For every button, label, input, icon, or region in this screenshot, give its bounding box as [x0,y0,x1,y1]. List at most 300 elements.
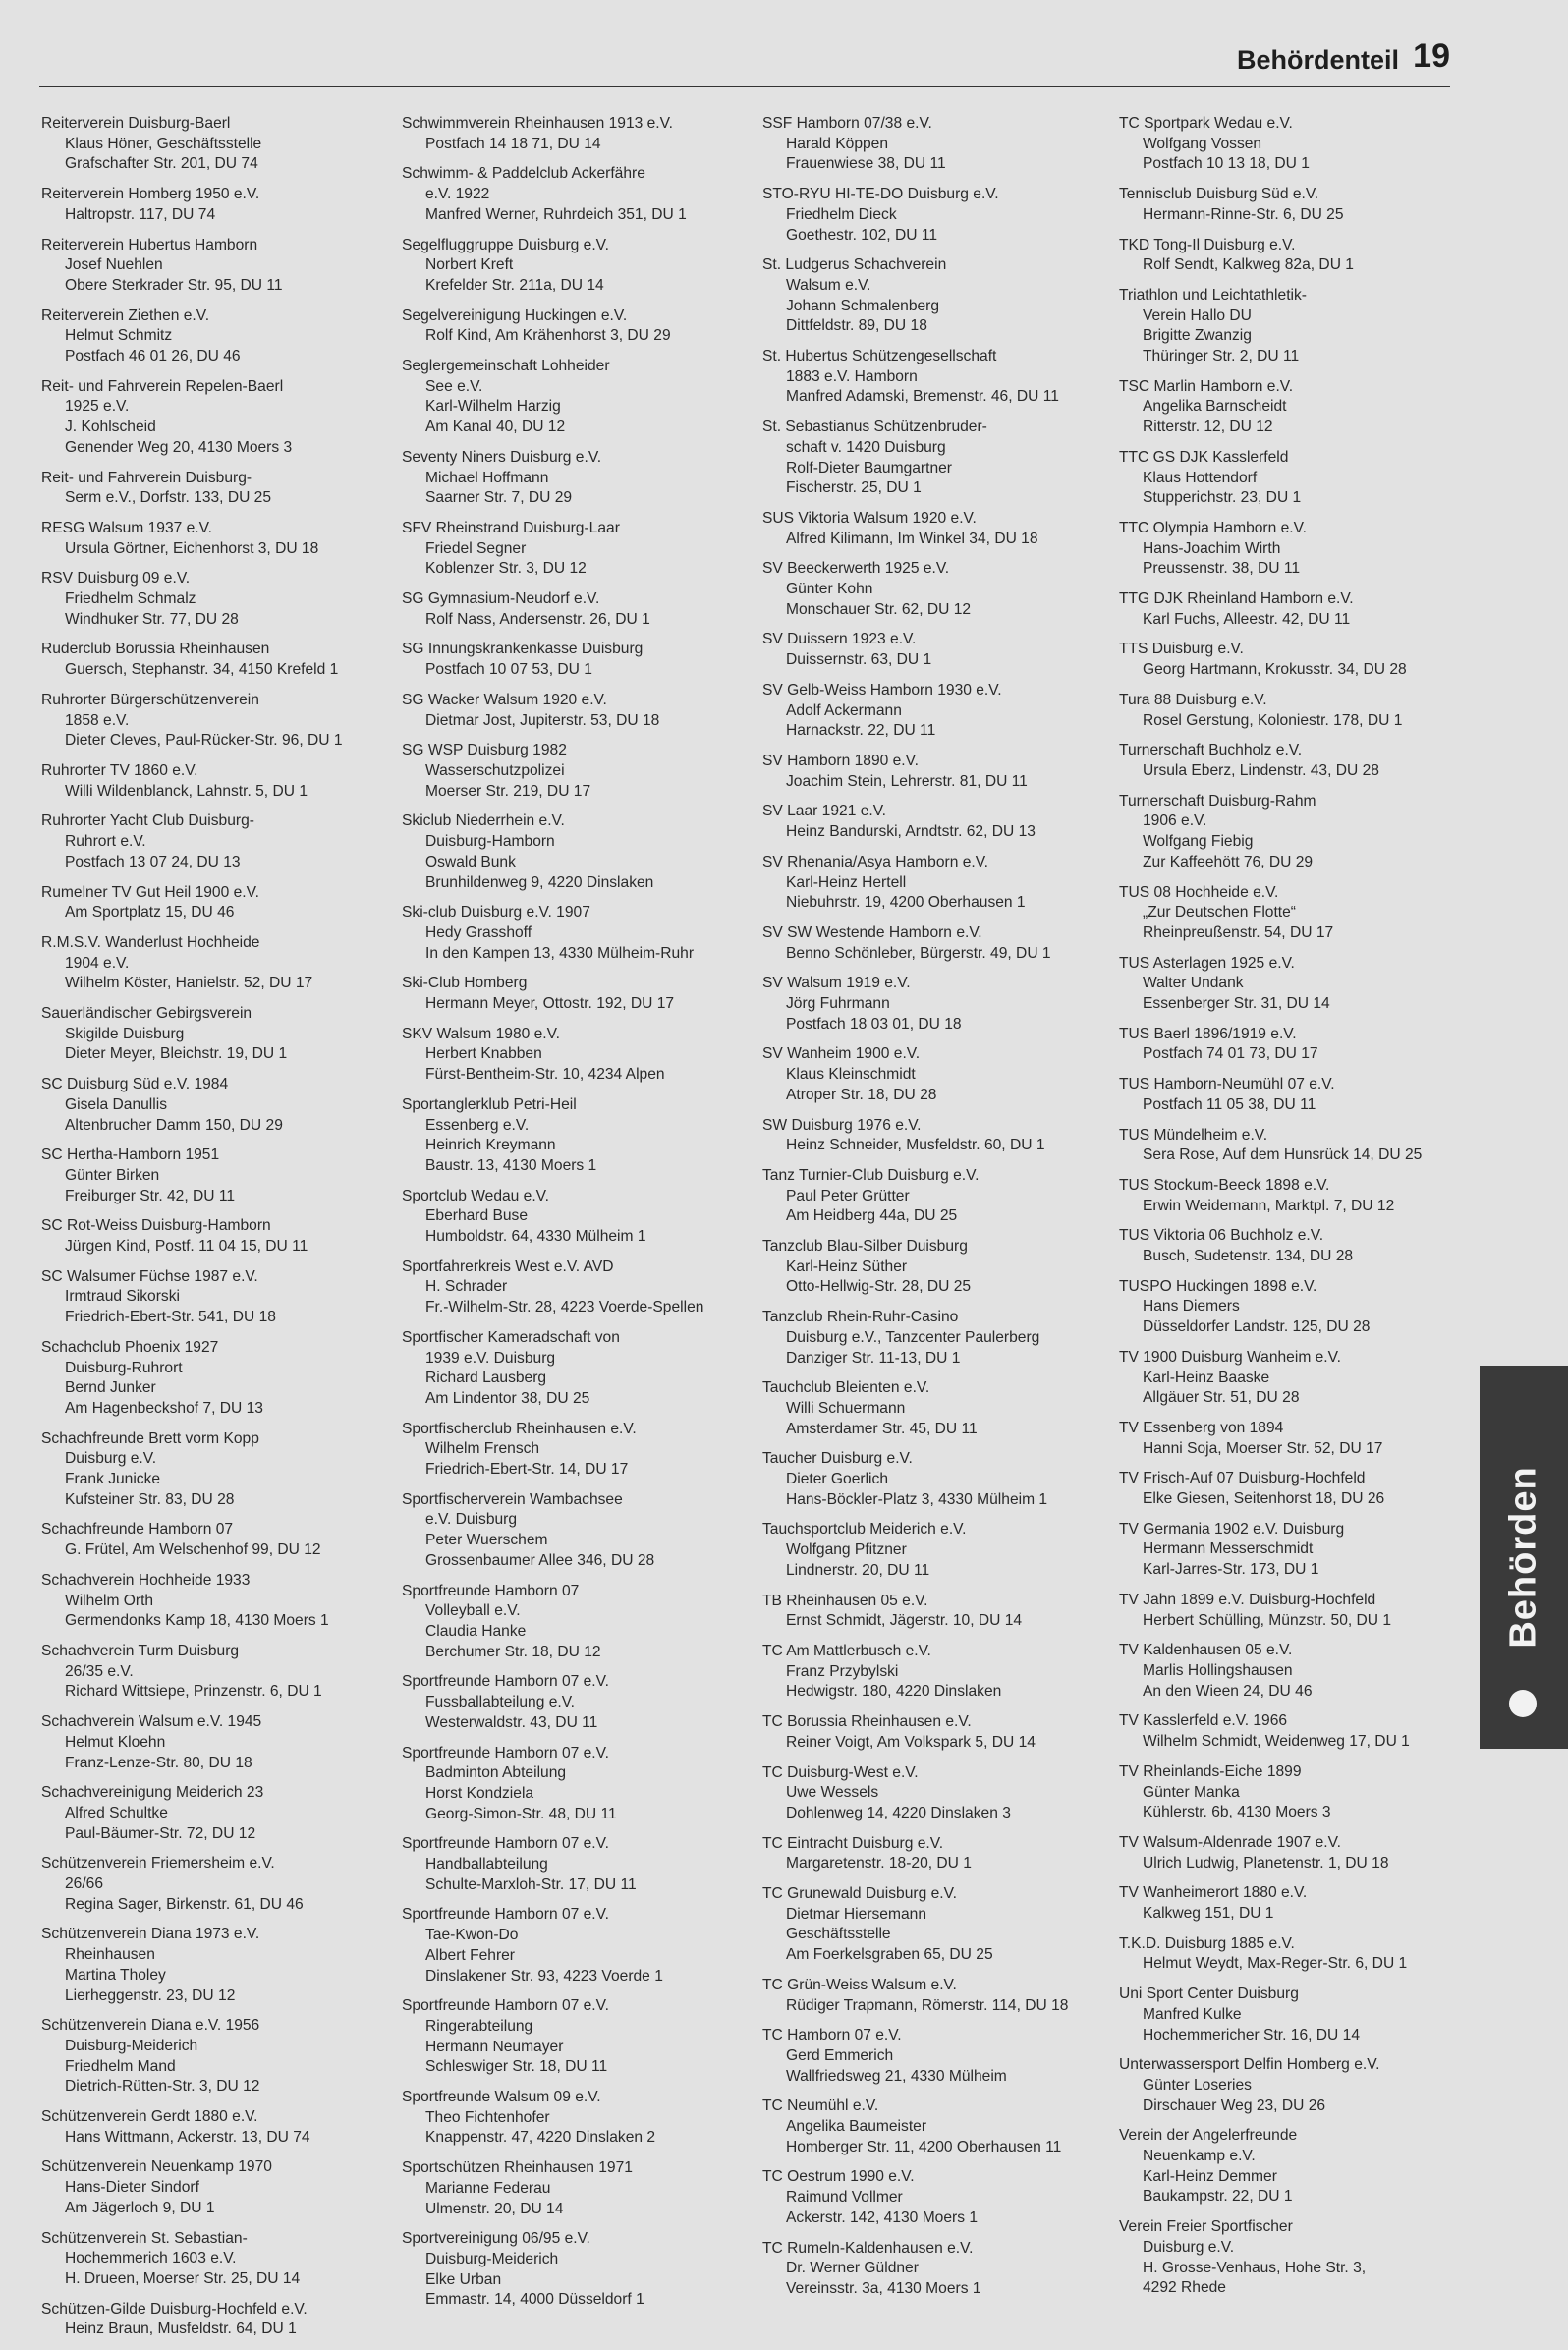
directory-entry [762,681,1106,742]
entry-detail-line: Horst Kondziela [425,1784,534,1802]
entry-detail-line: Norbert Kreft [425,256,514,274]
entry-club-name: SV Rhenania/Asya Hamborn e.V. [762,853,988,870]
entry-detail-line: Heinz Braun, Musfeldstr. 64, DU 1 [65,2321,297,2338]
directory-entry [762,2167,1106,2228]
entry-detail-line: Skigilde Duisburg [65,1025,185,1042]
entry-detail-line: Hochemmerich 1603 e.V. [65,2250,237,2267]
entry-detail-line: Wolfgang Pfitzner [786,1541,907,1559]
entry-club-name: Sportfischer Kameradschaft von [402,1328,620,1346]
entry-detail-line: Angelika Barnscheidt [1143,398,1287,416]
entry-detail-line: Theo Fichtenhofer [425,2108,550,2126]
entry-club-name: RESG Walsum 1937 e.V. [41,519,212,536]
entry-detail-line: Postfach 46 01 26, DU 46 [65,348,241,365]
entry-club-name: SC Rot-Weiss Duisburg-Hamborn [41,1217,271,1235]
directory-entry [1119,286,1463,367]
directory-column-3 [762,114,1106,2310]
entry-club-name: St. Hubertus Schützengesellschaft [762,348,997,365]
entry-club-name: TUS Baerl 1896/1919 e.V. [1119,1025,1297,1042]
entry-club-name: Sportfreunde Hamborn 07 e.V. [402,1673,609,1691]
entry-club-name: Verein der Angelerfreunde [1119,2127,1298,2145]
directory-entry [402,2229,746,2311]
entry-detail-line: Lierheggenstr. 23, DU 12 [65,1986,236,2004]
directory-entry [41,1216,385,1257]
entry-detail-line: Ritterstr. 12, DU 12 [1143,419,1273,436]
directory-entry [762,1884,1106,1966]
entry-detail-line: Duisburg-Meiderich [65,2037,198,2054]
entry-club-name: TB Rheinhausen 05 e.V. [762,1592,928,1609]
entry-club-name: Uni Sport Center Duisburg [1119,1986,1299,2003]
entry-detail-line: An den Wieen 24, DU 46 [1143,1682,1313,1700]
directory-entry [762,2026,1106,2087]
entry-club-name: Schwimm- & Paddelclub Ackerfähre [402,165,645,183]
entry-detail-line: Günter Manka [1143,1783,1240,1801]
entry-detail-line: Friedhelm Dieck [786,205,897,223]
entry-club-name: SV Wanheim 1900 e.V. [762,1045,921,1063]
directory-entry [41,2157,385,2218]
entry-detail-line: Harnackstr. 22, DU 11 [786,722,936,740]
entry-detail-line: Duisburg-Hamborn [425,833,555,851]
entry-detail-line: Eberhard Buse [425,1207,529,1225]
side-tab-label: Behörden [1502,1466,1544,1649]
directory-column-2 [402,114,746,2321]
entry-detail-line: Jürgen Kind, Postf. 11 04 15, DU 11 [65,1238,308,1256]
entry-detail-line: Schleswiger Str. 18, DU 11 [425,2058,608,2076]
entry-club-name: Sportfreunde Walsum 09 e.V. [402,2089,601,2106]
entry-detail-line: Dr. Werner Güldner [786,2260,919,2277]
directory-entry [1119,1762,1463,1823]
directory-entry [41,1520,385,1560]
entry-club-name: Ruhrorter Bürgerschützenverein [41,691,259,708]
entry-detail-line: Fischerstr. 25, DU 1 [786,479,922,497]
directory-entry [41,1146,385,1206]
entry-detail-line: 1925 e.V. [65,398,130,416]
entry-detail-line: Hans-Joachim Wirth [1143,539,1281,557]
entry-detail-line: Brunhildenweg 9, 4220 Dinslaken [425,873,654,891]
entry-detail-line: 26/66 [65,1875,104,1893]
entry-detail-line: Heinz Schneider, Musfeldstr. 60, DU 1 [786,1137,1045,1154]
entry-detail-line: Paul-Bäumer-Str. 72, DU 12 [65,1824,256,1842]
directory-entry [1119,1641,1463,1702]
entry-detail-line: Dietmar Jost, Jupiterstr. 53, DU 18 [425,711,660,729]
entry-club-name: TV Kasslerfeld e.V. 1966 [1119,1712,1288,1730]
entry-club-name: Tanzclub Rhein-Ruhr-Casino [762,1309,959,1326]
entry-detail-line: Badminton Abteilung [425,1764,567,1782]
entry-detail-line: Kufsteiner Str. 83, DU 28 [65,1490,235,1508]
entry-detail-line: Germendonks Kamp 18, 4130 Moers 1 [65,1612,329,1630]
entry-detail-line: Tae-Kwon-Do [425,1927,519,1944]
entry-detail-line: Ruhrort e.V. [65,833,146,851]
entry-club-name: Reiterverein Ziethen e.V. [41,307,210,324]
entry-detail-line: Krefelder Str. 211a, DU 14 [425,276,604,294]
entry-club-name: SC Duisburg Süd e.V. 1984 [41,1076,229,1093]
entry-detail-line: Erwin Weidemann, Marktpl. 7, DU 12 [1143,1197,1395,1214]
entry-club-name: Reit- und Fahrverein Duisburg- [41,469,252,486]
entry-detail-line: Karl-Heinz Süther [786,1258,908,1275]
entry-detail-line: Moerser Str. 219, DU 17 [425,782,591,800]
directory-entry [1119,1025,1463,1065]
entry-detail-line: Peter Wuerschem [425,1532,548,1549]
entry-detail-line: Guersch, Stephanstr. 34, 4150 Krefeld 1 [65,661,339,679]
entry-detail-line: 1939 e.V. Duisburg [425,1349,556,1367]
entry-club-name: Schwimmverein Rheinhausen 1913 e.V. [402,115,673,132]
directory-entry [402,1025,746,1086]
entry-detail-line: H. Grosse-Venhaus, Hohe Str. 3, [1143,2259,1367,2276]
entry-detail-line: Hermann Messerschmidt [1143,1540,1314,1558]
entry-detail-line: Dietrich-Rütten-Str. 3, DU 12 [65,2078,260,2096]
directory-entry [762,1763,1106,1824]
entry-detail-line: Danziger Str. 11-13, DU 1 [786,1349,961,1367]
entry-detail-line: Saarner Str. 7, DU 29 [425,489,573,507]
directory-entry [41,185,385,225]
entry-detail-line: 4292 Rhede [1143,2279,1226,2297]
entry-club-name: Ruderclub Borussia Rheinhausen [41,641,270,658]
entry-detail-line: Fürst-Bentheim-Str. 10, 4234 Alpen [425,1066,665,1084]
entry-detail-line: Uwe Wessels [786,1784,879,1802]
entry-club-name: TV 1900 Duisburg Wanheim e.V. [1119,1348,1341,1366]
entry-detail-line: Friedel Segner [425,539,527,557]
entry-detail-line: Benno Schönleber, Bürgerstr. 49, DU 1 [786,944,1051,962]
entry-detail-line: Elke Giesen, Seitenhorst 18, DU 26 [1143,1490,1385,1508]
entry-club-name: T.K.D. Duisburg 1885 e.V. [1119,1934,1295,1952]
entry-detail-line: Am Lindentor 38, DU 25 [425,1389,590,1407]
directory-entry [762,1976,1106,2016]
section-side-tab [1480,1366,1568,1749]
entry-club-name: SV Laar 1921 e.V. [762,803,887,820]
entry-detail-line: Altenbrucher Damm 150, DU 29 [65,1116,283,1134]
entry-club-name: TUS Hamborn-Neumühl 07 e.V. [1119,1076,1335,1093]
entry-club-name: TC Duisburg-West e.V. [762,1763,919,1781]
entry-detail-line: e.V. Duisburg [425,1511,518,1529]
entry-detail-line: Karl-Heinz Demmer [1143,2167,1277,2185]
directory-entry [402,1744,746,1825]
entry-detail-line: Willi Schuermann [786,1399,906,1417]
entry-detail-line: J. Kohlscheid [65,419,156,436]
directory-entry [41,1854,385,1915]
entry-detail-line: Wilhelm Köster, Hanielstr. 52, DU 17 [65,975,313,992]
directory-entry [1119,1348,1463,1409]
entry-club-name: Tanzclub Blau-Silber Duisburg [762,1238,968,1256]
entry-detail-line: Angelika Baumeister [786,2118,927,2136]
entry-detail-line: Emmastr. 14, 4000 Düsseldorf 1 [425,2291,644,2309]
entry-detail-line: Ulrich Ludwig, Planetenstr. 1, DU 18 [1143,1854,1389,1872]
entry-club-name: Schützenverein Neuenkamp 1970 [41,2158,272,2176]
entry-detail-line: Irmtraud Sikorski [65,1288,180,1306]
entry-detail-line: Atroper Str. 18, DU 28 [786,1086,937,1103]
directory-entry [41,469,385,509]
entry-detail-line: Richard Lausberg [425,1370,547,1387]
entry-detail-line: Regina Sager, Birkenstr. 61, DU 46 [65,1895,304,1913]
entry-club-name: TUSPO Huckingen 1898 e.V. [1119,1277,1317,1295]
entry-club-name: Ruhrorter Yacht Club Duisburg- [41,812,254,830]
directory-entry [402,164,746,225]
entry-club-name: SFV Rheinstrand Duisburg-Laar [402,519,620,536]
entry-detail-line: Wilhelm Schmidt, Weidenweg 17, DU 1 [1143,1733,1410,1751]
directory-entry [41,307,385,367]
entry-club-name: Tanz Turnier-Club Duisburg e.V. [762,1166,980,1184]
entry-club-name: St. Ludgerus Schachverein [762,256,947,274]
entry-club-name: Rumelner TV Gut Heil 1900 e.V. [41,883,259,901]
entry-detail-line: Alfred Schultke [65,1804,168,1821]
entry-club-name: STO-RYU HI-TE-DO Duisburg e.V. [762,186,999,203]
entry-detail-line: Ulmenstr. 20, DU 14 [425,2200,564,2217]
entry-detail-line: Grossenbaumer Allee 346, DU 28 [425,1551,655,1569]
entry-detail-line: Manfred Werner, Ruhrdeich 351, DU 1 [425,205,687,223]
entry-detail-line: Helmut Kloehn [65,1733,166,1751]
entry-club-name: SW Duisburg 1976 e.V. [762,1116,922,1134]
directory-entry [1119,1591,1463,1631]
entry-detail-line: Am Heidberg 44a, DU 25 [786,1207,958,1225]
entry-detail-line: Busch, Sudetenstr. 134, DU 28 [1143,1248,1354,1265]
entry-detail-line: Franz Przybylski [786,1662,899,1680]
entry-club-name: Sportfischerverein Wambachsee [402,1490,623,1508]
directory-entry [762,418,1106,499]
entry-club-name: Sportfreunde Hamborn 07 [402,1582,580,1599]
directory-entry [762,2097,1106,2157]
entry-club-name: TV Frisch-Auf 07 Duisburg-Hochfeld [1119,1470,1366,1487]
entry-detail-line: Georg-Simon-Str. 48, DU 11 [425,1805,617,1822]
entry-detail-line: Vereinsstr. 3a, 4130 Moers 1 [786,2279,981,2297]
directory-entry [1119,2055,1463,2116]
page-header [39,37,1450,87]
entry-detail-line: Amsterdamer Str. 45, DU 11 [786,1420,978,1437]
entry-detail-line: Karl-Jarres-Str. 173, DU 1 [1143,1561,1319,1579]
entry-detail-line: Günter Birken [65,1166,160,1184]
entry-detail-line: Adolf Ackermann [786,701,902,719]
entry-detail-line: Johann Schmalenberg [786,297,940,314]
entry-detail-line: e.V. 1922 [425,186,490,203]
entry-club-name: Schachfreunde Hamborn 07 [41,1521,234,1539]
entry-detail-line: Willi Wildenblanck, Lahnstr. 5, DU 1 [65,782,308,800]
directory-entry [762,255,1106,337]
entry-detail-line: Niebuhrstr. 19, 4200 Oberhausen 1 [786,894,1026,912]
entry-detail-line: Paul Peter Grütter [786,1187,910,1204]
entry-detail-line: Heinrich Kreymann [425,1137,556,1154]
directory-entry [402,1490,746,1572]
directory-entry [762,185,1106,246]
entry-detail-line: Serm e.V., Dorfstr. 133, DU 25 [65,489,272,507]
entry-club-name: SG Gymnasium-Neudorf e.V. [402,590,600,608]
entry-detail-line: Hermann Meyer, Ottostr. 192, DU 17 [425,995,675,1013]
directory-entry [762,752,1106,792]
entry-detail-line: Wallfriedsweg 21, 4330 Mülheim [786,2067,1007,2085]
directory-entry [41,1429,385,1511]
entry-detail-line: Am Sportplatz 15, DU 46 [65,904,235,922]
entry-detail-line: Hermann-Rinne-Str. 6, DU 25 [1143,205,1344,223]
directory-entry [762,1642,1106,1703]
entry-detail-line: Wolfgang Fiebig [1143,833,1254,851]
entry-club-name: TUS Viktoria 06 Buchholz e.V. [1119,1227,1324,1245]
entry-detail-line: Thüringer Str. 2, DU 11 [1143,348,1300,365]
directory-entry [762,1449,1106,1510]
entry-detail-line: Karl-Heinz Baaske [1143,1369,1270,1386]
directory-entry [1119,519,1463,580]
directory-entry [402,2088,746,2149]
directory-entry [402,811,746,893]
entry-club-name: Sportschützen Rheinhausen 1971 [402,2159,633,2177]
entry-club-name: TV Walsum-Aldenrade 1907 e.V. [1119,1833,1341,1851]
entry-detail-line: Dietmar Hiersemann [786,1905,926,1923]
entry-club-name: TV Essenberg von 1894 [1119,1419,1284,1436]
directory-entry [41,377,385,459]
entry-club-name: TC Hamborn 07 e.V. [762,2027,902,2044]
entry-detail-line: Baukampstr. 22, DU 1 [1143,2188,1293,2206]
entry-club-name: Reiterverein Homberg 1950 e.V. [41,186,260,203]
entry-detail-line: Volleyball e.V. [425,1602,521,1620]
entry-club-name: Ski-Club Homberg [402,975,528,992]
entry-club-name: Segelfluggruppe Duisburg e.V. [402,236,609,253]
directory-entry [402,357,746,438]
directory-entry [1119,185,1463,225]
entry-club-name: Schachverein Hochheide 1933 [41,1571,251,1589]
entry-detail-line: Heinz Bandurski, Arndtstr. 62, DU 13 [786,823,1036,841]
directory-entry [402,307,746,347]
entry-club-name: Ruhrorter TV 1860 e.V. [41,761,198,779]
entry-club-name: Sportfreunde Hamborn 07 e.V. [402,1835,609,1853]
directory-entry [1119,741,1463,781]
entry-detail-line: Zur Kaffeehött 76, DU 29 [1143,853,1314,870]
entry-club-name: SV Hamborn 1890 e.V. [762,752,919,769]
entry-club-name: TC Am Mattlerbusch e.V. [762,1643,931,1659]
directory-entry [762,1592,1106,1632]
directory-entry [41,519,385,559]
entry-detail-line: Geschäftsstelle [786,1926,891,1943]
entry-club-name: Taucher Duisburg e.V. [762,1450,913,1468]
entry-club-name: Schachfreunde Brett vorm Kopp [41,1429,259,1447]
entry-detail-line: Genender Weg 20, 4130 Moers 3 [65,438,293,456]
entry-club-name: Sauerländischer Gebirgsverein [41,1005,252,1023]
directory-entry [1119,589,1463,630]
entry-detail-line: H. Schrader [425,1278,508,1296]
directory-entry [402,1328,746,1410]
entry-detail-line: 1904 e.V. [65,954,130,972]
entry-club-name: TC Neumühl e.V. [762,2098,879,2115]
entry-detail-line: Koblenzer Str. 3, DU 12 [425,560,587,578]
bullet-dot-icon [1509,1690,1537,1717]
entry-club-name: TTG DJK Rheinland Hamborn e.V. [1119,590,1354,608]
entry-detail-line: Knappenstr. 47, 4220 Dinslaken 2 [425,2129,656,2147]
entry-detail-line: Duisburg e.V., Tanzcenter Paulerberg [786,1328,1040,1346]
directory-entry [762,1520,1106,1581]
entry-detail-line: Alfred Kilimann, Im Winkel 34, DU 18 [786,530,1038,547]
entry-club-name: R.M.S.V. Wanderlust Hochheide [41,933,260,951]
entry-club-name: TV Rheinlands-Eiche 1899 [1119,1762,1302,1780]
entry-club-name: Unterwassersport Delfin Homberg e.V. [1119,2056,1380,2074]
entry-detail-line: In den Kampen 13, 4330 Mülheim-Ruhr [425,944,695,962]
entry-detail-line: Albert Fehrer [425,1946,515,1964]
entry-club-name: Triathlon und Leichtathletik- [1119,286,1307,304]
entry-club-name: TTS Duisburg e.V. [1119,641,1244,658]
entry-detail-line: Rolf Nass, Andersenstr. 26, DU 1 [425,610,650,628]
entry-detail-line: Essenberger Str. 31, DU 14 [1143,995,1330,1013]
entry-club-name: Sportfreunde Hamborn 07 e.V. [402,1744,609,1762]
entry-club-name: Schachverein Turm Duisburg [41,1643,240,1659]
directory-entry [1119,1711,1463,1752]
entry-detail-line: Wilhelm Frensch [425,1440,540,1458]
entry-detail-line: Am Foerkelsgraben 65, DU 25 [786,1946,993,1964]
entry-detail-line: Duisburg-Meiderich [425,2250,559,2267]
directory-entry [1119,2126,1463,2208]
entry-detail-line: Handballabteilung [425,1856,548,1874]
entry-detail-line: Lindnerstr. 20, DU 11 [786,1561,930,1579]
entry-detail-line: Frauenwiese 38, DU 11 [786,155,946,173]
entry-detail-line: 26/35 e.V. [65,1662,134,1680]
entry-detail-line: Wasserschutzpolizei [425,761,565,779]
entry-detail-line: Elke Urban [425,2270,502,2288]
entry-club-name: TC Grunewald Duisburg e.V. [762,1885,957,1903]
entry-detail-line: Helmut Schmitz [65,327,173,345]
directory-entry [402,589,746,630]
entry-detail-line: Klaus Höner, Geschäftsstelle [65,135,262,152]
entry-club-name: TTC Olympia Hamborn e.V. [1119,519,1307,536]
entry-club-name: Verein Freier Sportfischer [1119,2218,1293,2236]
entry-detail-line: Schulte-Marxloh-Str. 17, DU 11 [425,1875,637,1893]
entry-club-name: Schützenverein Diana 1973 e.V. [41,1926,260,1943]
entry-detail-line: Marlis Hollingshausen [1143,1662,1293,1679]
entry-detail-line: Rüdiger Trapmann, Römerstr. 114, DU 18 [786,1996,1069,2014]
entry-detail-line: Stupperichstr. 23, DU 1 [1143,489,1302,507]
entry-detail-line: Friedhelm Mand [65,2057,176,2075]
entry-detail-line: Franz-Lenze-Str. 80, DU 18 [65,1754,252,1771]
entry-detail-line: Postfach 13 07 24, DU 13 [65,853,241,870]
entry-detail-line: 1858 e.V. [65,711,130,729]
entry-detail-line: Dittfeldstr. 89, DU 18 [786,317,927,335]
entry-detail-line: Reiner Voigt, Am Volkspark 5, DU 14 [786,1733,1036,1751]
directory-entry [1119,1126,1463,1166]
entry-detail-line: Hans Diemers [1143,1298,1240,1315]
directory-entry [41,933,385,994]
entry-detail-line: Hans-Dieter Sindorf [65,2179,199,2197]
directory-entry [41,691,385,752]
entry-club-name: RSV Duisburg 09 e.V. [41,570,191,588]
entry-detail-line: Jörg Fuhrmann [786,995,890,1013]
directory-entry [1119,448,1463,509]
entry-detail-line: Brigitte Zwanzig [1143,327,1252,345]
directory-entry [41,1642,385,1703]
entry-detail-line: Claudia Hanke [425,1623,527,1640]
entry-detail-line: Am Kanal 40, DU 12 [425,419,566,436]
entry-detail-line: Humboldstr. 64, 4330 Mülheim 1 [425,1228,646,1246]
directory-entry [41,1004,385,1065]
entry-detail-line: Postfach 14 18 71, DU 14 [425,135,601,152]
entry-detail-line: G. Frütel, Am Welschenhof 99, DU 12 [65,1541,321,1559]
entry-club-name: TV Wanheimerort 1880 e.V. [1119,1884,1308,1902]
entry-detail-line: Freiburger Str. 42, DU 11 [65,1187,236,1204]
entry-detail-line: Oswald Bunk [425,853,516,870]
directory-entry [762,974,1106,1035]
entry-detail-line: Georg Hartmann, Krokusstr. 34, DU 28 [1143,661,1407,679]
entry-club-name: SUS Viktoria Walsum 1920 e.V. [762,509,977,527]
entry-club-name: Schachclub Phoenix 1927 [41,1338,219,1356]
directory-entry [41,1338,385,1420]
entry-detail-line: Neuenkamp e.V. [1143,2148,1256,2165]
directory-entry [1119,1883,1463,1924]
entry-detail-line: Windhuker Str. 77, DU 28 [65,610,239,628]
directory-entry [41,1267,385,1328]
directory-entry [41,1925,385,2006]
directory-entry [762,1378,1106,1439]
entry-club-name: TUS Stockum-Beeck 1898 e.V. [1119,1176,1330,1194]
entry-detail-line: Günter Kohn [786,581,873,598]
directory-entry [402,114,746,154]
directory-entry [41,1571,385,1632]
entry-detail-line: Duisburg-Ruhrort [65,1359,183,1376]
entry-detail-line: Michael Hoffmann [425,469,549,486]
directory-entry [1119,236,1463,276]
directory-column-4 [1119,114,1463,2309]
directory-entry [41,236,385,297]
directory-entry [41,2016,385,2098]
directory-entry [1119,640,1463,680]
